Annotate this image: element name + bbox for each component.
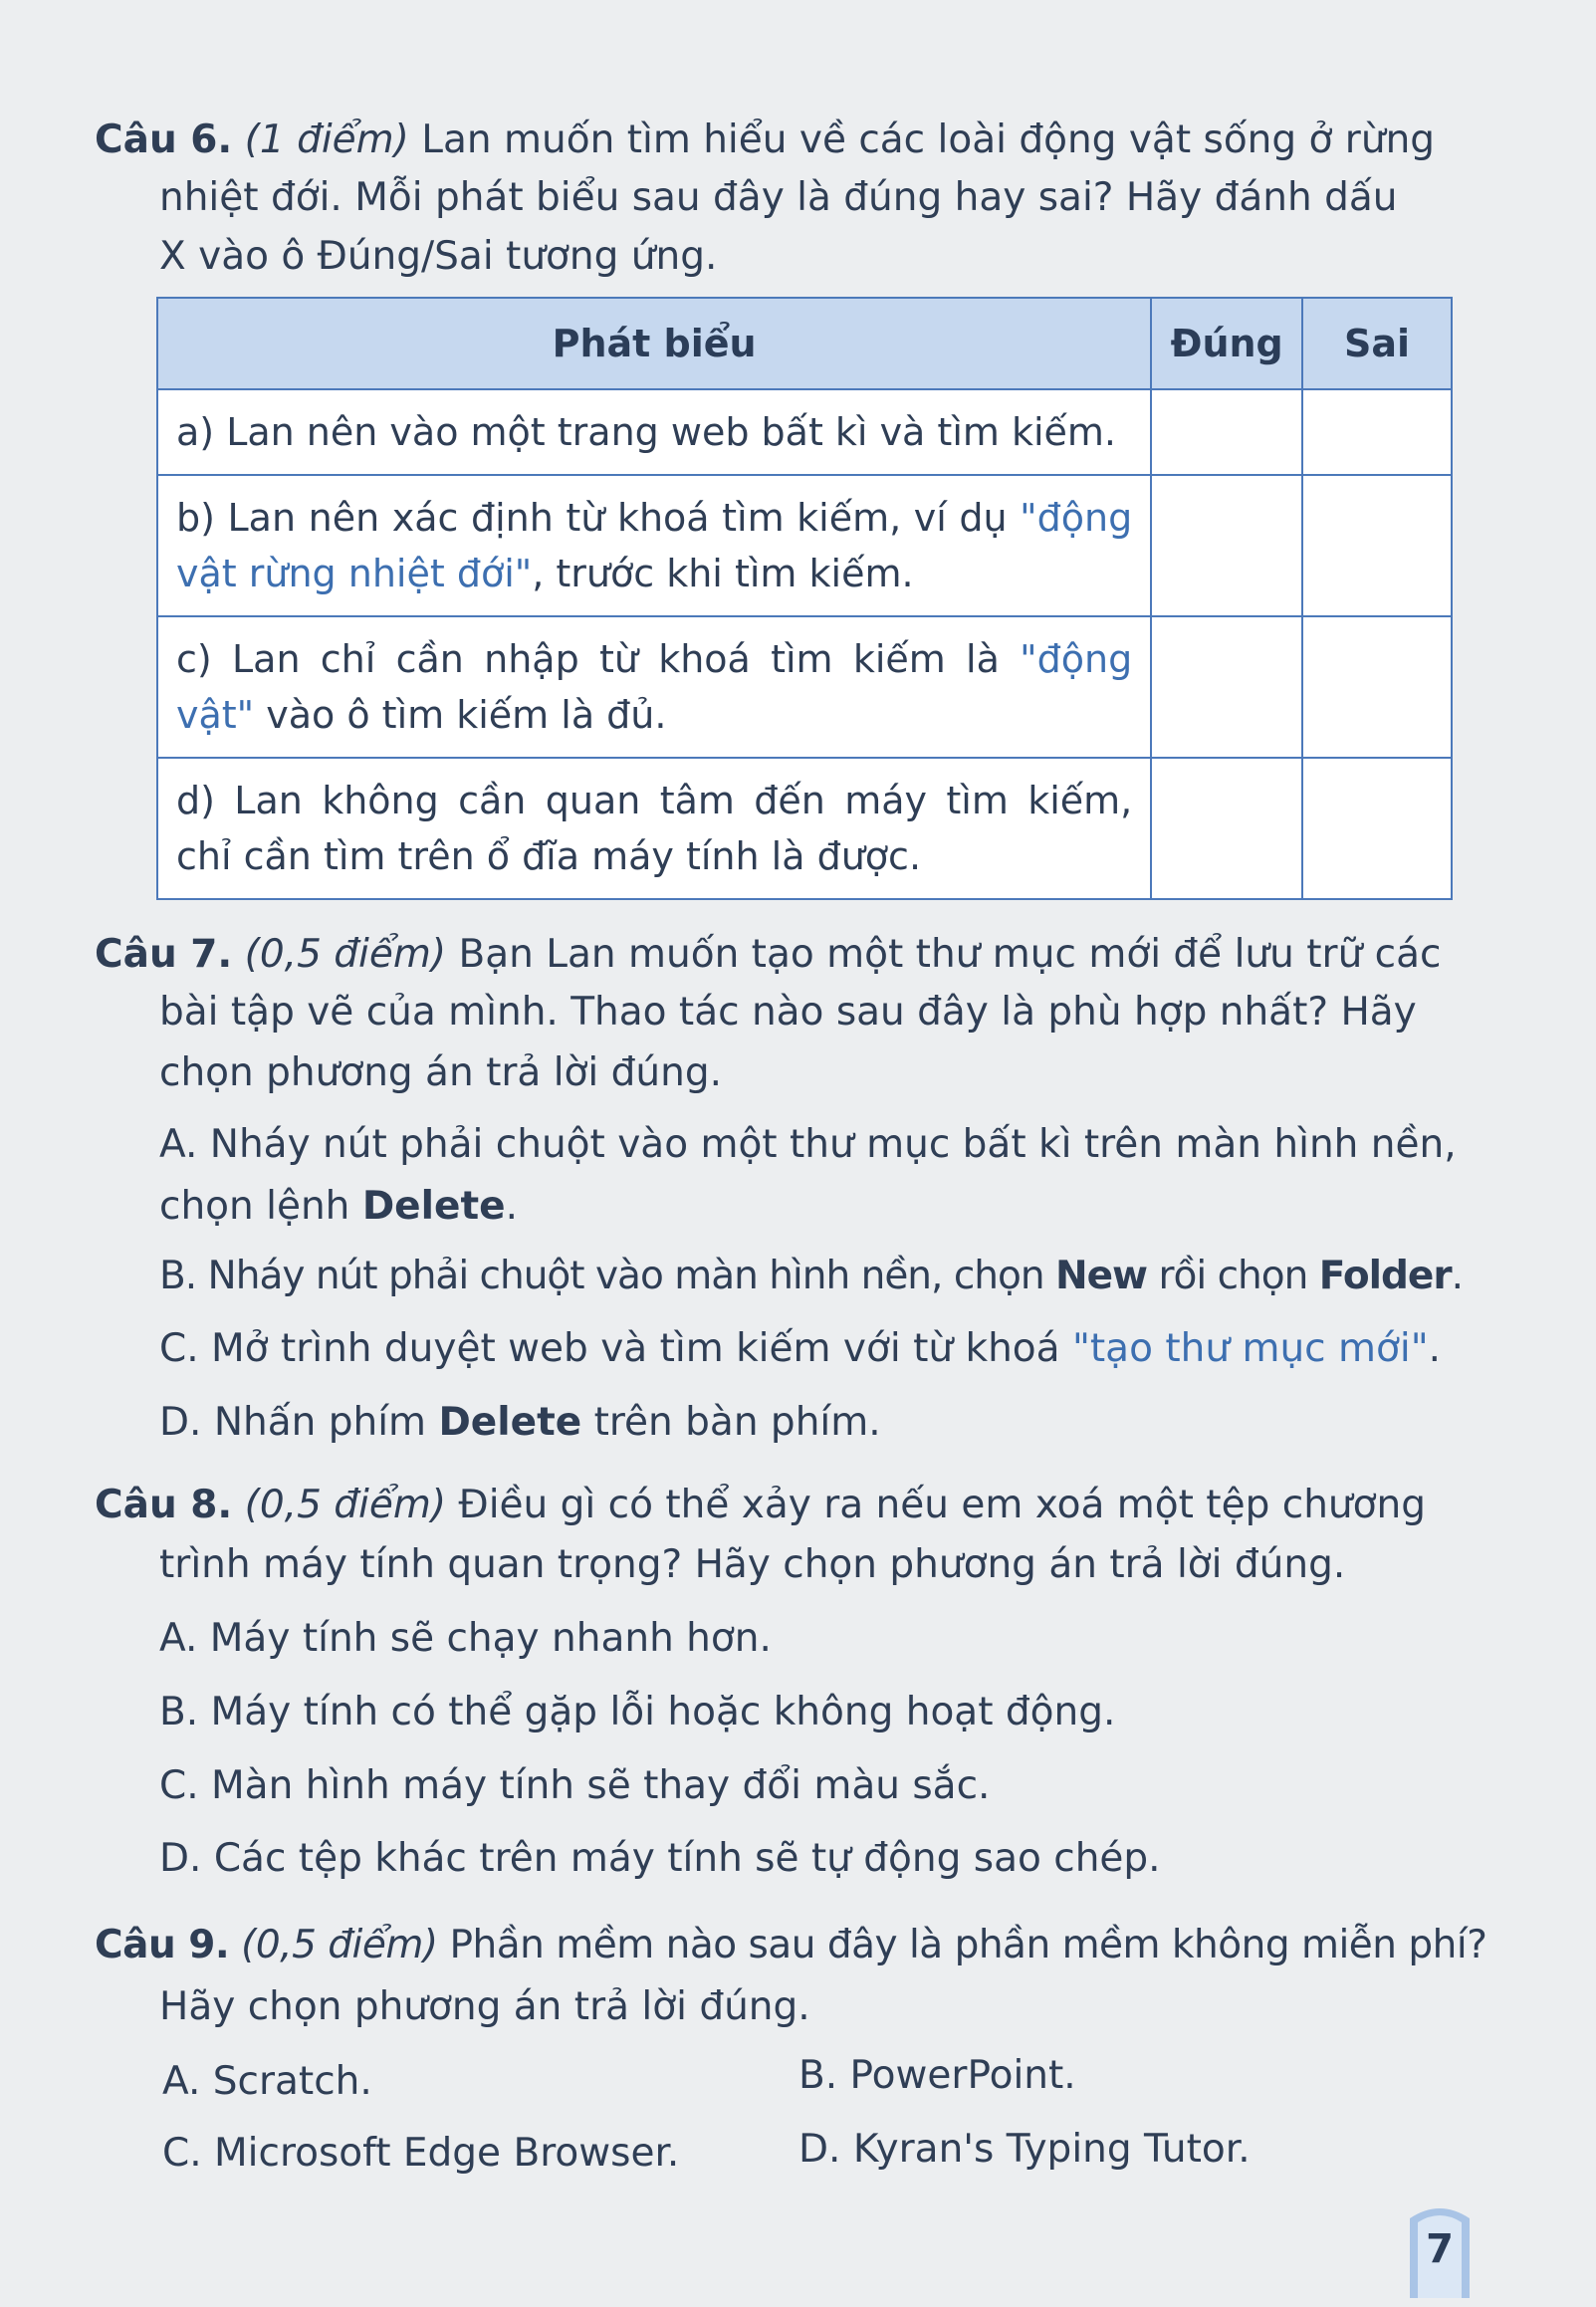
q8-points: (0,5 điểm) [244,1483,447,1527]
q8-option-b[interactable]: B. Máy tính có thể gặp lỗi hoặc không hoạt động. [159,1690,1116,1734]
q7-option-a-keyword: Delete [361,1184,506,1229]
table-row [157,475,1452,616]
q7-option-c[interactable] [159,1320,1441,1378]
q8-title: Câu 8. [95,1483,233,1527]
false-checkbox-c[interactable] [1302,616,1452,758]
q6-text-3: X vào ô Đúng/Sai tương ứng. [159,234,718,279]
q7-option-b-keyword-folder: Folder [1318,1254,1452,1298]
q6-text-2: nhiệt đới. Mỗi phát biểu sau đây là đúng hay sai? Hãy đánh dấu [159,175,1398,220]
table-row [157,758,1452,899]
q7-text-2: bài tập vẽ của mình. Thao tác nào sau đây là phù hợp nhất? Hãy [159,990,1417,1035]
statement-b [157,475,1151,616]
q9-line1 [95,1917,1486,1974]
statement-b-tail: , trước khi tìm kiếm. [532,552,914,595]
false-checkbox-b[interactable] [1302,475,1452,616]
q7-option-d[interactable] [159,1394,881,1452]
q6-title: Câu 6. [95,117,233,162]
true-false-table [156,297,1453,900]
statement-b-keyword: "động vật rừng nhiệt đới" [176,496,1133,595]
q7-option-b-end: . [1451,1254,1463,1298]
statement-a-text: a) Lan nên vào một trang web bất kì và tìm kiếm. [176,410,1117,454]
q7-option-c-end: . [1428,1326,1442,1371]
q9-title: Câu 9. [95,1923,230,1967]
q7-option-b-keyword-new: New [1054,1254,1148,1298]
statement-b-text: b) Lan nên xác định từ khoá tìm kiếm, ví dụ [176,496,1021,540]
q7-line1 [95,926,1441,984]
q9-option-b[interactable]: B. PowerPoint. [798,2053,1076,2098]
true-checkbox-c[interactable] [1151,616,1302,758]
true-checkbox-d[interactable] [1151,758,1302,899]
true-checkbox-a[interactable] [1151,389,1302,475]
header-statement: Phát biểu [157,298,1151,389]
q6-line1 [95,112,1435,169]
q7-text-1: Bạn Lan muốn tạo một thư mục mới để lưu trữ các [458,932,1442,977]
header-true: Đúng [1151,298,1302,389]
q7-option-d-text: D. Nhấn phím [159,1400,439,1445]
q7-text-3: chọn phương án trả lời đúng. [159,1050,722,1095]
q9-option-d[interactable]: D. Kyran's Typing Tutor. [798,2127,1251,2172]
q7-option-a-end: . [505,1184,518,1229]
q7-option-a-cont[interactable] [159,1178,518,1236]
table-row [157,616,1452,758]
q7-option-b[interactable] [159,1248,1463,1305]
q8-option-d[interactable]: D. Các tệp khác trên máy tính sẽ tự động sao chép. [159,1836,1161,1881]
statement-c-tail: vào ô tìm kiếm là đủ. [254,693,667,737]
q7-option-c-keyword: "tạo thư mục mới" [1071,1326,1429,1371]
q7-option-a-text-2: chọn lệnh [159,1184,362,1229]
q6-text-1: Lan muốn tìm hiểu về các loài động vật sống ở rừng [421,117,1436,162]
table-header-row [157,298,1452,389]
q8-option-a[interactable]: A. Máy tính sẽ chạy nhanh hơn. [159,1616,772,1661]
q6-points: (1 điểm) [244,117,409,162]
true-checkbox-b[interactable] [1151,475,1302,616]
q7-option-d-keyword: Delete [438,1400,582,1445]
header-false: Sai [1302,298,1452,389]
statement-c-text: c) Lan chỉ cần nhập từ khoá tìm kiếm là [176,637,1021,681]
statement-c [157,616,1151,758]
q8-text-2: trình máy tính quan trọng? Hãy chọn phương án trả lời đúng. [159,1542,1346,1587]
q8-line1 [95,1477,1426,1534]
q7-option-a-text: A. Nháy nút phải chuột vào một thư mục bất kì trên màn hình nền, [159,1122,1457,1167]
statement-a [157,389,1151,475]
q9-text-2: Hãy chọn phương án trả lời đúng. [159,1984,810,2029]
q7-points: (0,5 điểm) [244,932,447,977]
q7-title: Câu 7. [95,932,233,977]
false-checkbox-d[interactable] [1302,758,1452,899]
false-checkbox-a[interactable] [1302,389,1452,475]
q9-option-c[interactable]: C. Microsoft Edge Browser. [162,2131,680,2176]
page-number: 7 [1426,2226,1454,2272]
q7-option-b-text-2: rồi chọn [1147,1254,1319,1298]
q7-option-b-text: B. Nháy nút phải chuột vào màn hình nền, chọn [159,1254,1055,1298]
table-row [157,389,1452,475]
q9-option-a[interactable]: A. Scratch. [162,2059,372,2104]
statement-c-keyword: "động vật" [176,637,1133,737]
q9-text-1: Phần mềm nào sau đây là phần mềm không miễn phí? [449,1923,1487,1967]
q7-option-d-text-2: trên bàn phím. [581,1400,881,1445]
q7-option-a[interactable] [159,1116,1457,1174]
statement-d-text: d) Lan không cần quan tâm đến máy tìm kiếm, chỉ cần tìm trên ổ đĩa máy tính là được. [176,779,1133,878]
q8-text-1: Điều gì có thể xảy ra nếu em xoá một tệp chương [458,1483,1426,1527]
q8-option-c[interactable]: C. Màn hình máy tính sẽ thay đổi màu sắc. [159,1763,991,1808]
q7-option-c-text: C. Mở trình duyệt web và tìm kiếm với từ khoá [159,1326,1072,1371]
q9-points: (0,5 điểm) [241,1923,438,1967]
statement-d [157,758,1151,899]
